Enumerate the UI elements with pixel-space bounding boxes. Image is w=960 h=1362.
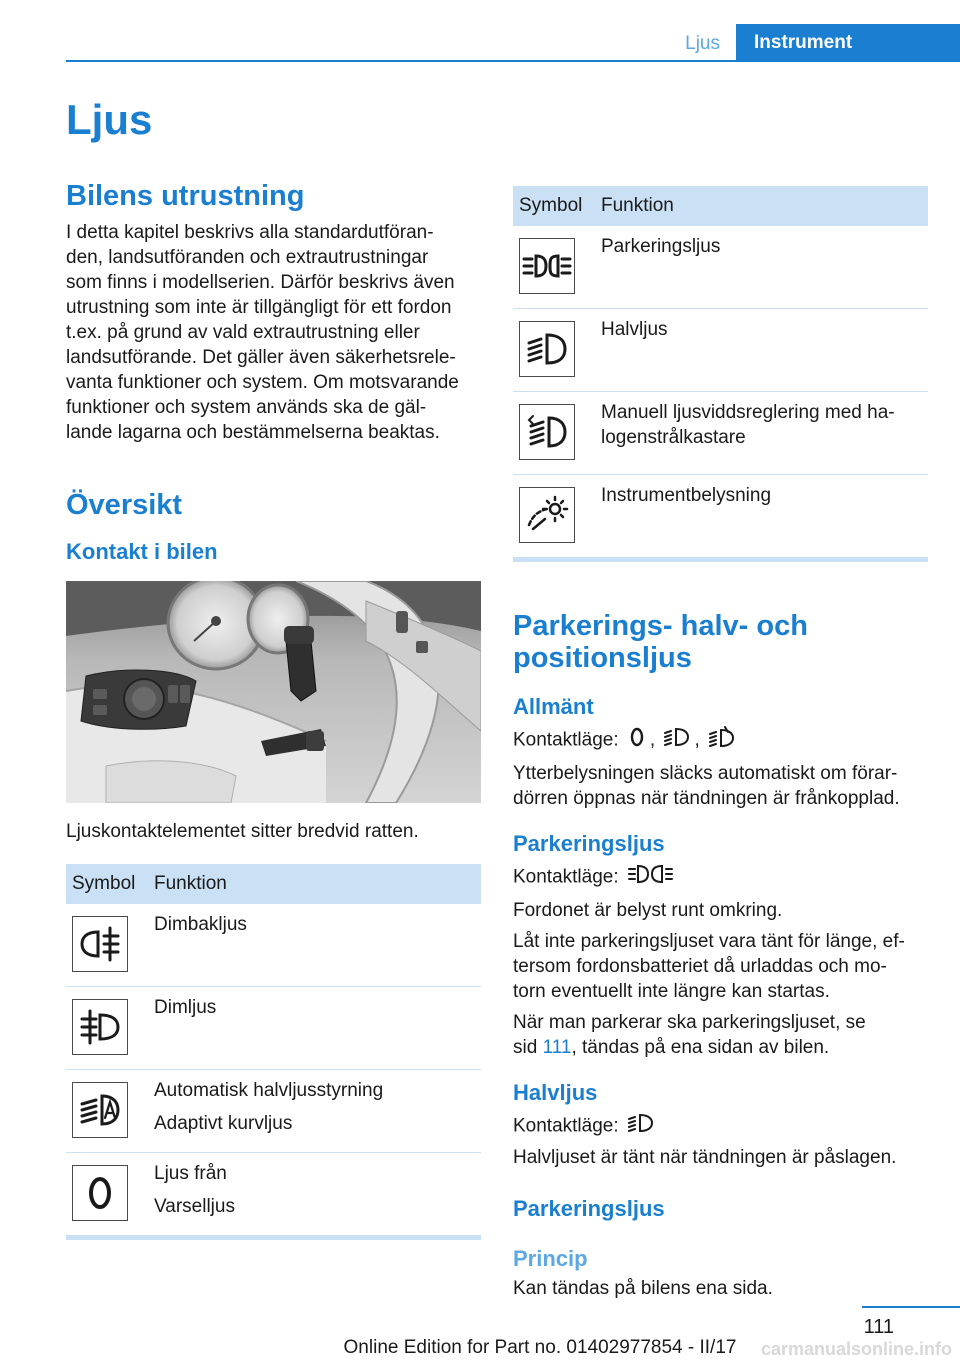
function-label: Ljus från [154,1163,227,1184]
rear-fog-light-icon [72,916,128,972]
function-label: Dimljus [154,997,217,1018]
page-link-111[interactable]: 111 [542,1037,572,1058]
text-line: utrustning som inte är tillgängligt för ett fordon [66,297,452,318]
general-contact-line: Kontaktläge: , , [513,726,928,755]
function-label: Dimbakljus [154,914,247,935]
sid-label: sid [513,1037,538,1058]
table-header-row [66,864,481,904]
col-function: Funktion [595,186,928,226]
right-symbol-table [513,186,928,562]
function-label: Manuell ljusviddsreglering med ha- [601,402,895,423]
text-line: När man parkerar ska parkeringsljuset, se [513,1012,866,1033]
parking-warning [513,929,928,1004]
equipment-heading: Bilens utrustning [66,180,305,212]
col-symbol: Symbol [66,864,148,904]
table-row [66,1070,481,1153]
lowbeam-contact-line [513,1112,928,1141]
col-function: Funktion [148,864,481,904]
overview-heading: Översikt [66,489,183,521]
table-row [513,392,928,475]
heading-line: Parkerings- halv- och [513,610,808,642]
page-title: Ljus [66,96,153,143]
parking-text: Fordonet är belyst runt omkring. [513,900,783,921]
headlight-range-icon [519,404,575,460]
contact-label: Kontaktläge: [513,866,619,888]
parking-light-heading: Parkeringsljus [513,831,665,856]
contact-label: Kontaktläge: [513,1115,619,1137]
contact-label: Kontaktläge: [513,729,619,751]
contact-heading: Kontakt i bilen [66,539,218,564]
footer-rule [862,1306,960,1308]
auto-headlight-icon [72,1082,128,1138]
principle-heading: Princip [513,1246,588,1271]
table-row [66,987,481,1070]
parking-reference [513,1010,928,1060]
heading-line: positionsljus [513,642,692,674]
edition-note: Online Edition for Part no. 01402977854 - II/17 [343,1337,737,1358]
left-column [66,180,481,1240]
low-beam-icon [519,321,575,377]
function-label: Varselljus [154,1196,235,1217]
general-text-line: dörren öppnas när tändningen är frånkopplad. [513,788,900,809]
text-line: funktioner och system används ska de gäl- [66,397,427,418]
function-label: Adaptivt kurvljus [154,1113,293,1134]
table-row [66,904,481,987]
text-line: t.ex. på grund av vald extrautrustning eller [66,322,420,343]
parking-light-icon [628,863,674,892]
right-column [513,186,928,1301]
instrument-lighting-icon [519,487,575,543]
text-line: vanta funktioner och system. Om motsvarande [66,372,459,393]
page-number: 111 [863,1316,894,1338]
front-fog-light-icon [72,999,128,1055]
lowbeam-text: Halvljuset är tänt när tändningen är påslagen. [513,1147,897,1168]
parking-contact-line [513,863,928,892]
equipment-text [66,220,481,445]
text-line: tersom fordonsbatteriet då urladdas och mo- [513,956,887,977]
col-symbol: Symbol [513,186,595,226]
reference-rest: , tändas på ena sidan av bilen. [571,1037,830,1058]
text-line: lande lagarna och bestämmelserna beaktas. [66,422,440,443]
table-row [513,475,928,560]
parking-heading [513,610,928,674]
function-label: Automatisk halvljusstyrning [154,1080,384,1101]
function-label: Parkeringsljus [601,236,721,257]
text-line [513,1035,928,1060]
principle-text: Kan tändas på bilens ena sida. [513,1278,773,1299]
left-symbol-table [66,864,481,1240]
function-label: logenstrålkastare [601,427,746,448]
general-text-line: Ytterbelysningen släcks automatiskt om förar- [513,763,898,784]
parking-light-icon [664,726,690,755]
low-beam-icon [709,726,735,755]
lowbeam-heading: Halvljus [513,1080,598,1105]
low-beam-icon [628,1112,654,1141]
table-row [66,1153,481,1238]
light-switch-photo [66,581,481,803]
text-line: den, landsutföranden och extrautrustningar [66,247,429,268]
watermark: carmanualsonline.info [760,1339,952,1359]
text-line: torn eventuellt inte längre kan startas. [513,981,830,1002]
photo-caption: Ljuskontaktelementet sitter bredvid ratten. [66,821,419,842]
text-line: I detta kapitel beskrivs alla standardutföran- [66,222,434,243]
text-line: som finns i modellserien. Därför beskrivs även [66,272,455,293]
page-header [66,24,960,62]
text-line: Låt inte parkeringsljuset vara tänt för länge, ef- [513,931,905,952]
lights-off-icon [72,1165,128,1221]
table-row [513,226,928,309]
parking-light-icon [519,238,575,294]
header-chapter[interactable]: Instrument [736,24,960,61]
table-header-row [513,186,928,226]
function-label: Instrumentbelysning [601,485,772,506]
lights-off-icon [628,726,646,755]
table-row [513,309,928,392]
text-line: landsutförande. Det gäller även säkerhetsrele- [66,347,456,368]
function-label: Halvljus [601,319,668,340]
parking-light-heading-2: Parkeringsljus [513,1196,665,1221]
header-section[interactable]: Ljus [685,33,720,54]
general-heading: Allmänt [513,694,594,719]
